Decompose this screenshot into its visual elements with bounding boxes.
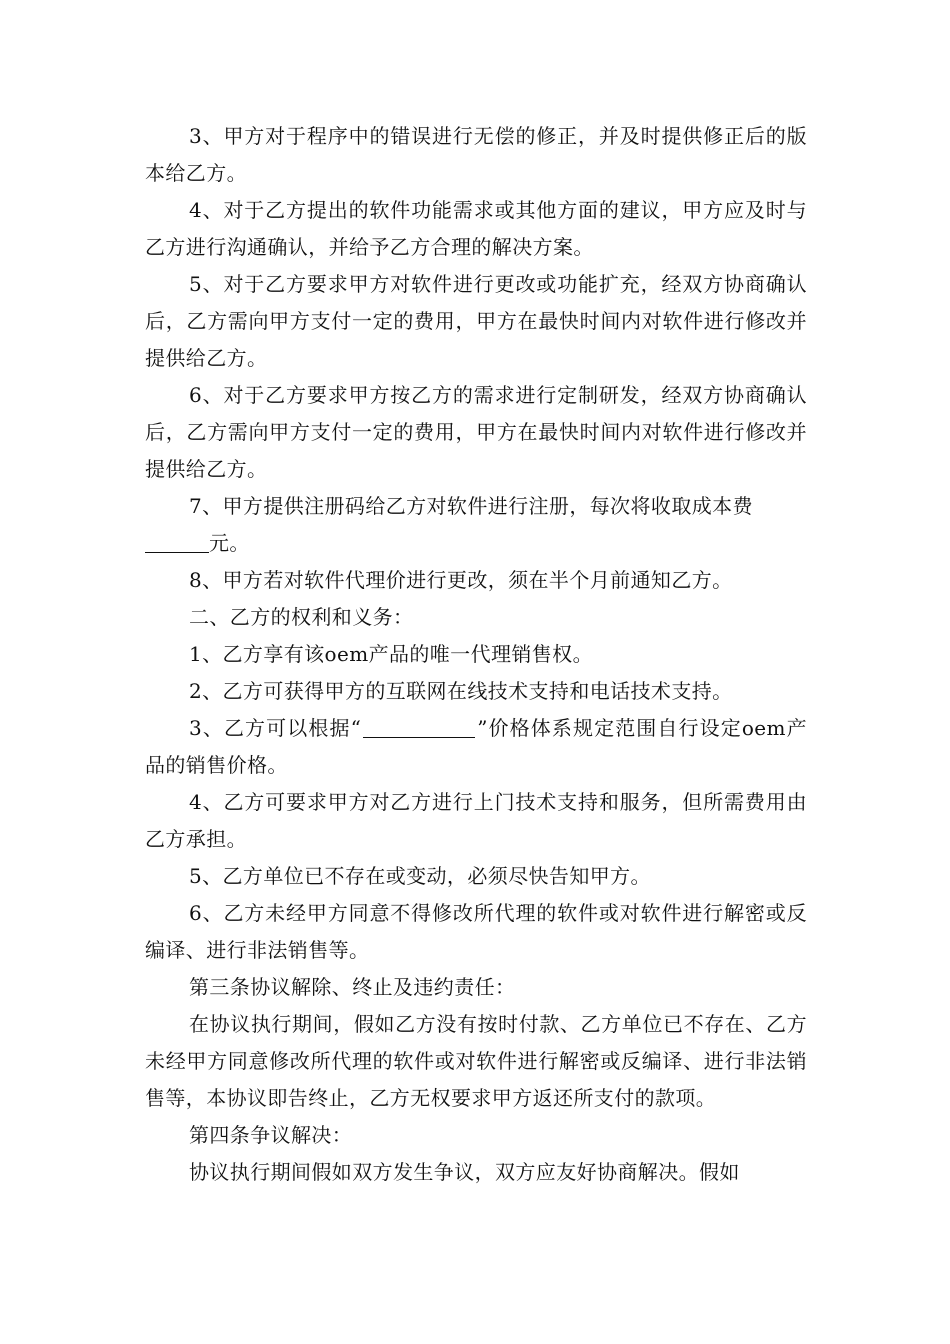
paragraph-termination: 在协议执行期间，假如乙方没有按时付款、乙方单位已不存在、乙方未经甲方同意修改所代理的软件或对软件进行解密或反编译、进行非法销售等，本协议即告终止，乙方无权要求甲方返还所支付的款项。 xyxy=(145,1012,807,1110)
section-heading-article-4: 第四条争议解决： xyxy=(189,1123,353,1147)
fee-blank-line xyxy=(145,530,209,553)
pricing-text-end: ”价格体系规定范围自行设定oem产品的销售价格。 xyxy=(145,716,807,777)
paragraph-party-b-item-1: 1、乙方享有该oem产品的唯一代理销售权。 xyxy=(189,642,593,666)
section-heading-party-b: 二、乙方的权利和义务： xyxy=(189,605,414,629)
paragraph-party-b-item-3 xyxy=(145,710,807,784)
paragraph-party-b-item-5: 5、乙方单位已不存在或变动，必须尽快告知甲方。 xyxy=(189,864,651,888)
registration-fee-text: 7、甲方提供注册码给乙方对软件进行注册，每次将收取成本费 xyxy=(189,494,753,518)
paragraph-dispute: 协议执行期间假如双方发生争议，双方应友好协商解决。假如 xyxy=(189,1160,740,1184)
registration-fee-unit: 元。 xyxy=(209,531,250,555)
paragraph-party-a-item-5: 5、对于乙方要求甲方对软件进行更改或功能扩充，经双方协商确认后，乙方需向甲方支付一定的费用，甲方在最快时间内对软件进行修改并提供给乙方。 xyxy=(145,272,807,370)
paragraph-party-b-item-2: 2、乙方可获得甲方的互联网在线技术支持和电话技术支持。 xyxy=(189,679,733,703)
document-body xyxy=(145,118,807,1191)
section-heading-article-3: 第三条协议解除、终止及违约责任： xyxy=(189,975,516,999)
paragraph-party-a-item-6: 6、对于乙方要求甲方按乙方的需求进行定制研发，经双方协商确认后，乙方需向甲方支付一定的费用，甲方在最快时间内对软件进行修改并提供给乙方。 xyxy=(145,383,807,481)
paragraph-party-a-item-8: 8、甲方若对软件代理价进行更改，须在半个月前通知乙方。 xyxy=(189,568,733,592)
pricing-text-start: 3、乙方可以根据“ xyxy=(189,716,362,740)
paragraph-party-a-item-3: 3、甲方对于程序中的错误进行无偿的修正，并及时提供修正后的版本给乙方。 xyxy=(145,124,807,185)
paragraph-party-a-item-4: 4、对于乙方提出的软件功能需求或其他方面的建议，甲方应及时与乙方进行沟通确认，并给予乙方合理的解决方案。 xyxy=(145,198,807,259)
paragraph-party-a-item-7 xyxy=(145,488,807,562)
paragraph-party-b-item-4: 4、乙方可要求甲方对乙方进行上门技术支持和服务，但所需费用由乙方承担。 xyxy=(145,790,807,851)
paragraph-party-b-item-6: 6、乙方未经甲方同意不得修改所代理的软件或对软件进行解密或反编译、进行非法销售等。 xyxy=(145,901,807,962)
pricing-blank-line xyxy=(363,715,475,738)
